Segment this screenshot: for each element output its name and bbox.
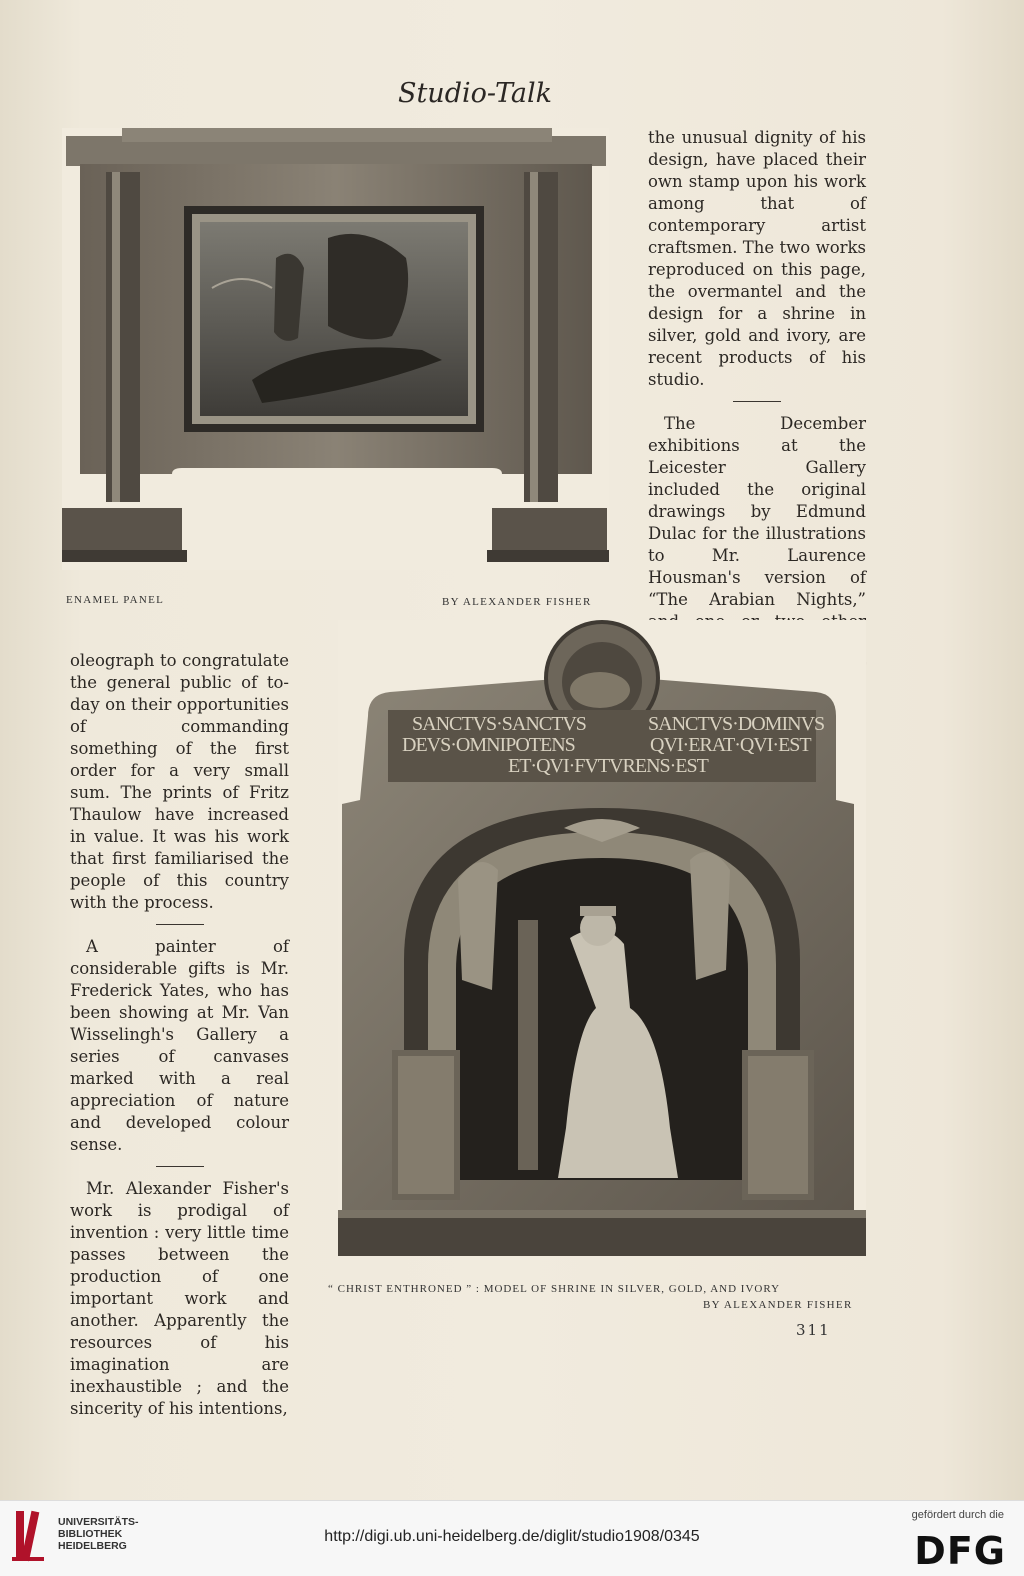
university-line-2: BIBLIOTHEK: [58, 1528, 123, 1540]
left-para-2: A painter of considerable gifts is Mr. Frederick Yates, who has been showing at Mr. Van Wisselingh's Gallery a series of canvases marked with a real appreciation of nature and developed colour sense.: [70, 937, 289, 1154]
shrine-photo: [338, 620, 866, 1256]
dfg-logo: DFG: [914, 1529, 1006, 1573]
enamel-panel-photo: [62, 128, 609, 570]
inscription-line1-right: SANCTVS·DOMINVS: [648, 713, 825, 735]
section-rule: [156, 1166, 204, 1167]
inscription-line1-left: SANCTVS·SANCTVS: [412, 713, 586, 735]
inscription-line3: ET·QVI·FVTVRENS·EST: [508, 755, 708, 777]
left-column: [70, 650, 289, 1420]
inscription-line2-right: QVI·ERAT·QVI·EST: [650, 734, 811, 756]
section-rule: [156, 924, 204, 925]
university-line-3: HEIDELBERG: [58, 1540, 127, 1552]
source-url[interactable]: http://digi.ub.uni-heidelberg.de/diglit/studio1908/0345: [324, 1528, 700, 1545]
page-number: 311: [796, 1321, 831, 1339]
left-para-3: Mr. Alexander Fisher's work is prodigal of invention : very little time passes between the production of one important work and another. Apparently the resources of his imagination are inexhaustible ; and the sincerity of his intentions,: [70, 1179, 289, 1418]
left-para-1: oleograph to congratulate the general public of to-day on their opportunities of commanding something of the first order for a very small sum. The prints of Fritz Thaulow have increased in value. It was his work that first familiarised the people of this country with the process.: [70, 651, 289, 912]
inscription-line2-left: DEVS·OMNIPOTENS: [402, 734, 575, 756]
digitization-footer: [0, 1500, 1024, 1576]
running-head: Studio-Talk: [397, 78, 553, 109]
figure1-caption-left: ENAMEL PANEL: [66, 594, 165, 606]
right-para-1: the unusual dignity of his design, have placed their own stamp upon his work among that of contemporary artist craftsmen. The two works reproduced on this page, the overmantel and the design for a shrine in silver, gold and ivory, are recent products of his studio.: [648, 128, 866, 389]
section-rule: [733, 401, 781, 402]
right-para-2: The December exhibitions at the Leicester Gallery included the original drawings by Edmund Dulac for the illustrations to Mr. Laurence Housman's version of “The Arabian Nights,”: [648, 414, 866, 609]
figure2-caption-line2: BY ALEXANDER FISHER: [703, 1299, 853, 1311]
figure2-caption-line1: “ CHRIST ENTHRONED ” : MODEL OF SHRINE IN SILVER, GOLD, AND IVORY: [328, 1283, 781, 1295]
funded-by-label: gefördert durch die: [911, 1509, 1004, 1521]
university-line-1: UNIVERSITÄTS-: [58, 1516, 139, 1528]
figure1-caption-right: BY ALEXANDER FISHER: [442, 596, 592, 608]
